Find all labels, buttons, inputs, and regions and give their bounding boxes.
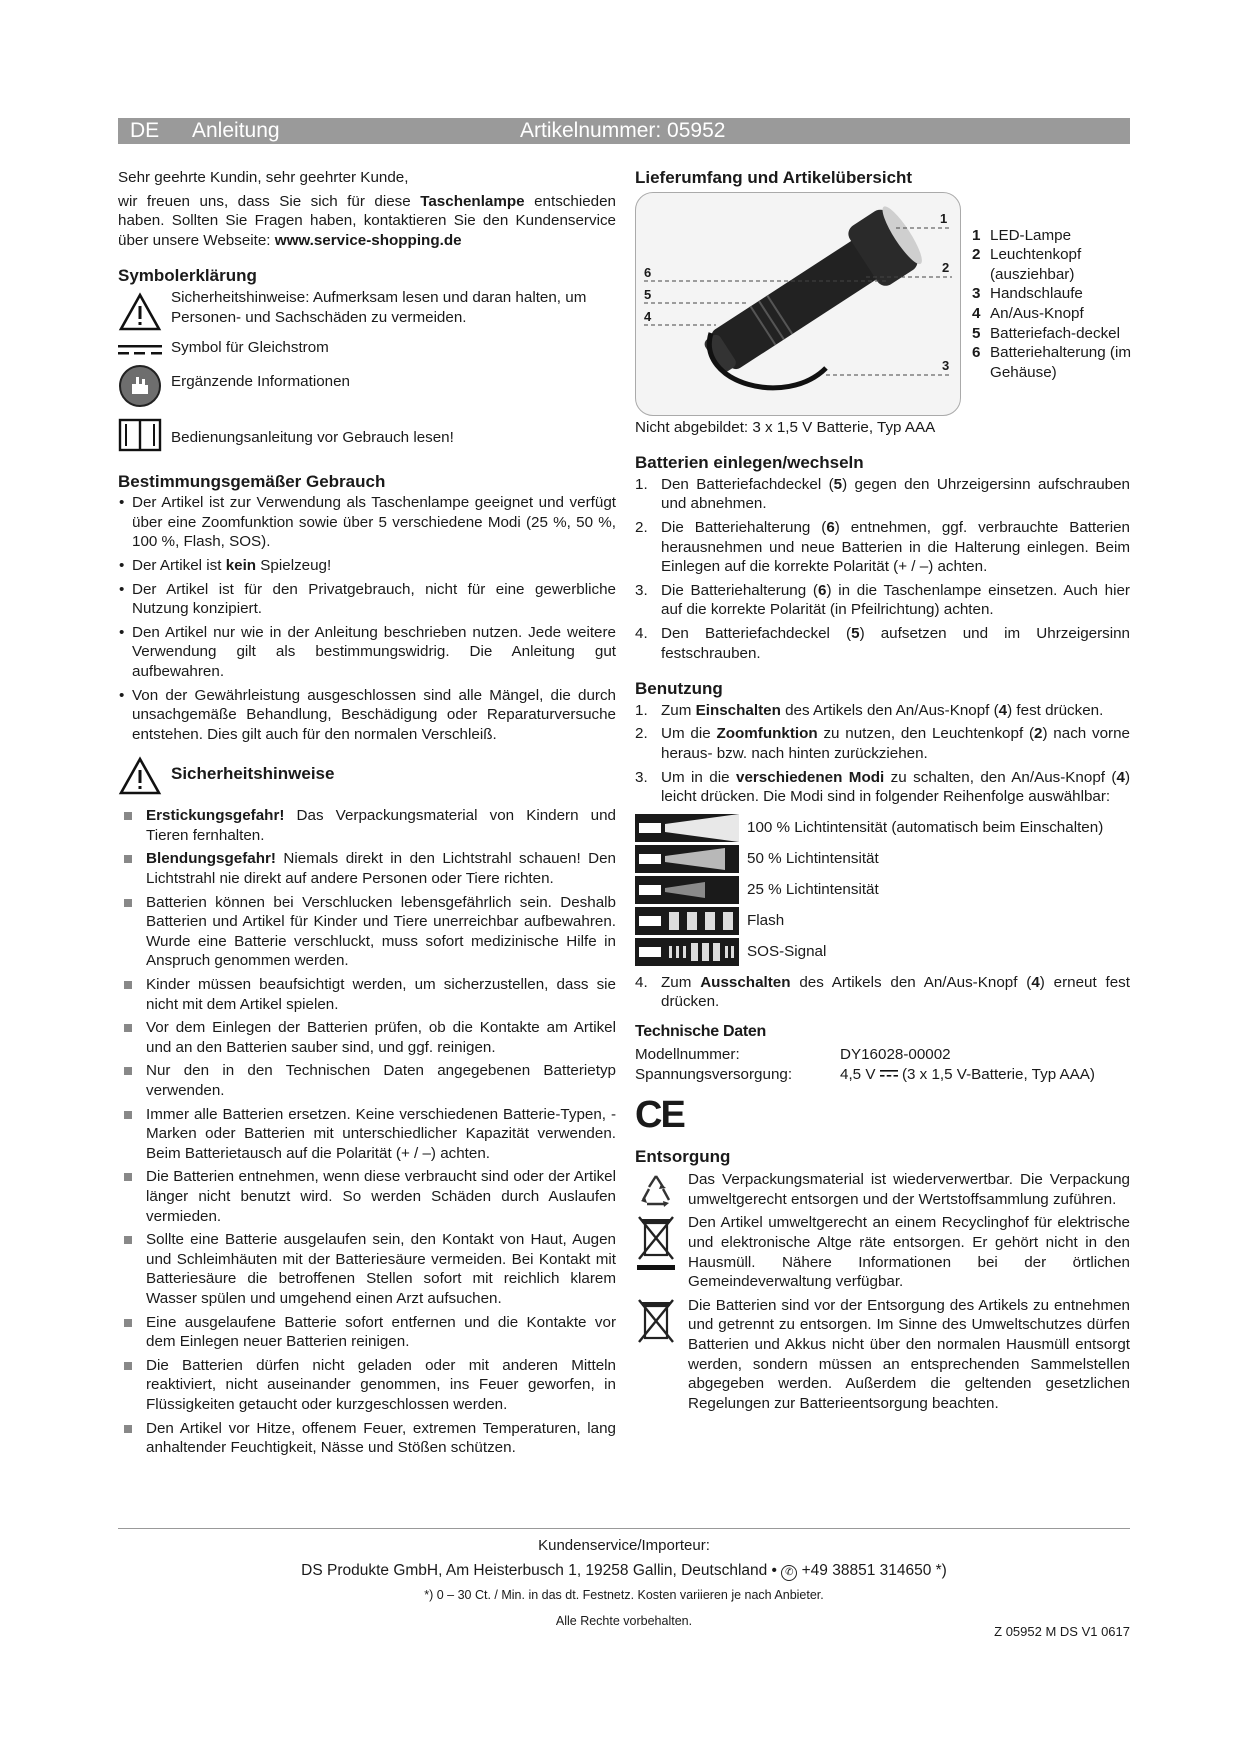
tech-row-power: Spannungsversorgung: 4,5 V (3 x 1,5 V-Batterie, Typ AAA) <box>635 1066 1095 1084</box>
intended-use-heading: Bestimmungsgemäßer Gebrauch <box>118 471 386 491</box>
disposal-batteries: Die Batterien sind vor der Entsorgung des Artikels zu entnehmen und getrennt zu entsorgen. Im Sinne des Umweltschutzes dürfen Batterien und Akkus nicht über den normalen Hausmüll entsorgt werden, sondern müssen an entsprechenden Sammelstellen abgegeben werden. Außerdem die geltenden gesetzlichen Regelungen zur Batterieentsorgung beachten. <box>635 1296 1130 1414</box>
list-item: Sollte eine Batterie ausgelaufen sein, den Kontakt von Haut, Augen und Schleimhäuten mit der Batteriesäure vermeiden. Bei Kontakt mit Batteriesäure die betroffenen Stellen sofort mit reichlich klarem Wasser spülen und umgehend einen Arzt aufsuchen. <box>118 1230 616 1308</box>
list-item: Nur den in den Technischen Daten angegebenen Batterietyp verwenden. <box>118 1061 616 1100</box>
footer-cost-note: *) 0 – 30 Ct. / Min. in das dt. Festnetz. Kosten variieren je nach Anbieter. <box>424 1588 824 1602</box>
list-item: 6 Batteriehalterung (im Gehäuse) <box>972 344 1131 381</box>
direct-current-icon <box>880 1066 898 1083</box>
disposal-heading: Entsorgung <box>635 1146 731 1166</box>
list-item: 1. Den Batteriefachdeckel (5) gegen den Uhrzeigersinn aufschrauben und abnehmen. <box>635 475 1130 513</box>
list-item: 3 Handschlaufe <box>972 285 1083 303</box>
crossed-bin-icon <box>635 1296 677 1352</box>
beam-100-icon <box>635 814 739 842</box>
not-shown-note: Nicht abgebildet: 3 x 1,5 V Batterie, Typ AAA <box>635 418 936 436</box>
batteries-heading: Batterien einlegen/wechseln <box>635 453 864 473</box>
callout-3: 3 <box>942 357 950 373</box>
callout-2: 2 <box>942 259 950 275</box>
beam-flash-icon <box>635 907 739 935</box>
symbol-dc: Symbol für Gleichstrom <box>118 338 616 358</box>
tech-heading: Technische Daten <box>635 1022 766 1040</box>
list-item: • Der Artikel ist zur Verwendung als Taschenlampe geeignet und verfügt über eine Zoomfunktion sowie über 5 verschiedene Modi (25 %, 50 %, 100 %, Flash, SOS). <box>118 493 616 552</box>
warning-triangle-icon <box>118 756 162 802</box>
left-column <box>118 168 616 1462</box>
footer-rights: Alle Rechte vorbehalten. <box>555 1614 693 1628</box>
footer-divider <box>118 1528 1130 1529</box>
document-title: Anleitung <box>192 119 280 142</box>
list-item: Erstickungsgefahr! Das Verpackungsmaterial von Kindern und Tieren fernhalten. <box>118 806 616 845</box>
list-item: 2. Um die Zoomfunktion zu nutzen, den Leuchtenkopf (2) nach vorne heraus- bzw. nach hinten zurückziehen. <box>635 725 1131 762</box>
list-item: Die Batterien entnehmen, wenn diese verbraucht sind oder der Artikel länger nicht benutzt wird. So werden Schäden durch Auslaufen vermieden. <box>118 1167 616 1226</box>
list-item: Immer alle Batterien ersetzen. Keine verschiedenen Batterie-Typen, -Marken oder Batterien mit unterschiedlicher Kapazität verwenden. Beim Batterietausch auf die Polarität (+ / –) achten. <box>118 1105 616 1164</box>
tech-row-model: Modellnummer: DY16028-00002 <box>635 1046 951 1064</box>
right-column <box>635 168 1130 1417</box>
direct-current-icon <box>118 342 162 362</box>
list-item: Kinder müssen beaufsichtigt werden, um sicherzustellen, dass sie nicht mit dem Artikel spielen. <box>118 975 616 1014</box>
crossed-bin-icon <box>635 1213 677 1279</box>
list-item: 3. Die Batteriehalterung (6) in die Taschenlampe einsetzen. Auch hier auf die korrekte Polarität (in Pfeilrichtung) achten. <box>635 581 1130 619</box>
website-link[interactable]: www.service-shopping.de <box>274 231 462 249</box>
list-item: 5 Batteriefach-deckel <box>972 324 1121 342</box>
footer-company: DS Produkte GmbH, Am Heisterbusch 1, 19258 Gallin, Deutschland • ✆ +49 38851 314650 *) <box>301 1562 947 1579</box>
disposal-packaging: Das Verpackungsmaterial ist wiederverwertbar. Die Verpackung umweltgerecht entsorgen und der Wertstoffsammlung zuführen. <box>635 1170 1130 1209</box>
mode-row: 25 % Lichtintensität <box>635 875 1130 905</box>
warning-triangle-icon <box>118 292 162 338</box>
language-code: DE <box>130 119 160 142</box>
list-item: • Der Artikel ist für den Privatgebrauch, nicht für eine gewerbliche Nutzung konzipiert. <box>118 580 616 619</box>
mode-row: Flash <box>635 906 1130 936</box>
mode-list <box>635 813 1130 967</box>
document-code: Z 05952 M DS V1 0617 <box>994 1624 1130 1639</box>
article-number: Artikelnummer: 05952 <box>520 119 726 142</box>
list-item: Batterien können bei Verschlucken lebensgefährlich sein. Deshalb Batterien und Artikel für Kinder und Tiere unerreichbar aufbewahren. Wurde eine Batterie verschluckt, muss sofort medizinische Hilfe in Anspruch genommen werden. <box>118 893 616 971</box>
callout-5: 5 <box>644 286 652 302</box>
info-hand-icon <box>118 364 162 414</box>
safety-heading-row <box>118 758 616 800</box>
parts-list <box>972 226 1132 383</box>
list-item: 4. Den Batteriefachdeckel (5) aufsetzen und im Uhrzeigersinn festschrauben. <box>635 624 1131 662</box>
symbols-heading: Symbolerklärung <box>118 266 257 286</box>
battery-steps <box>635 475 1130 663</box>
disposal-electronics: Den Artikel umweltgerecht an einem Recyclinghof für elektrische und elektronische Altge räte entsorgen. Er gehört nicht in den Hausmüll. Nähere Informationen bei der örtlichen Gemeindeverwaltung verfügbar. <box>635 1213 1130 1291</box>
usage-steps <box>635 701 1130 807</box>
beam-sos-icon <box>635 938 739 966</box>
mode-row: 50 % Lichtintensität <box>635 844 1130 874</box>
list-item: Die Batterien dürfen nicht geladen oder mit anderen Mitteln reaktiviert, nicht auseinander genommen, ins Feuer geworfen, in Flüssigkeiten getaucht oder kurzgeschlossen werden. <box>118 1356 616 1415</box>
manual-book-icon <box>118 418 162 458</box>
callout-6: 6 <box>644 264 652 280</box>
list-item: 2. Die Batteriehalterung (6) entnehmen, ggf. verbrauchte Batterien herausnehmen und neue Batterien in die Halterung einlegen. Beim Einlegen auf die korrekte Polarität (+ / –) achten. <box>635 518 1130 576</box>
list-item: 1. Zum Einschalten des Artikels den An/Aus-Knopf (4) fest drücken. <box>635 701 1104 719</box>
phone-icon: ✆ <box>781 1565 797 1581</box>
symbol-manual: Bedienungsanleitung vor Gebrauch lesen! <box>118 422 616 456</box>
intro-text: wir freuen uns, dass Sie sich für diese Taschenlampe entschieden haben. Sollten Sie Fragen haben, kontaktieren Sie den Kundenservice über unsere Webseite: www.service-shopping.de <box>118 192 616 249</box>
safety-heading: Sicherheitshinweise <box>171 764 335 784</box>
footer-service-label: Kundenservice/Importeur: <box>538 1537 710 1554</box>
usage-steps-continued <box>635 973 1130 1012</box>
greeting: Sehr geehrte Kundin, sehr geehrter Kunde, <box>118 169 409 186</box>
overview-heading: Lieferumfang und Artikelübersicht <box>635 168 913 187</box>
product-figure <box>635 188 1130 418</box>
beam-25-icon <box>635 876 739 904</box>
list-item: 4 An/Aus-Knopf <box>972 304 1084 322</box>
usage-heading: Benutzung <box>635 679 723 699</box>
ce-mark: CE <box>635 1093 684 1136</box>
list-item: 2 Leuchtenkopf (ausziehbar) <box>972 246 1082 283</box>
list-item: Eine ausgelaufene Batterie sofort entfernen und die Kontakte vor dem Einlegen neuer Batterien reinigen. <box>118 1313 616 1352</box>
safety-list <box>118 806 616 1457</box>
header-bar <box>118 118 1130 144</box>
list-item: 3. Um in die verschiedenen Modi zu schalten, den An/Aus-Knopf (4) leicht drücken. Die Modi sind in folgender Reihenfolge auswählbar: <box>635 768 1130 806</box>
list-item: Vor dem Einlegen der Batterien prüfen, ob die Kontakte am Artikel und an den Batterien sauber sind, und ggf. reinigen. <box>118 1018 616 1057</box>
mode-row: 100 % Lichtintensität (automatisch beim Einschalten) <box>635 813 1130 843</box>
list-item: • Der Artikel ist kein Spielzeug! <box>118 556 616 576</box>
list-item: • Den Artikel nur wie in der Anleitung beschrieben nutzen. Jede weitere Verwendung gilt als bestimmungswidrig. Die Anleitung gut aufbewahren. <box>118 623 616 682</box>
recycling-icon <box>635 1170 677 1218</box>
mode-row: SOS-Signal <box>635 937 1130 967</box>
symbol-warning: Sicherheitshinweise: Aufmerksam lesen und daran halten, um Personen- und Sachschäden zu vermeiden. <box>118 288 616 332</box>
flashlight-image <box>635 192 961 416</box>
list-item: Den Artikel vor Hitze, offenem Feuer, extremen Temperaturen, lang anhaltender Feuchtigkeit, Nässe und Stößen schützen. <box>118 1419 616 1458</box>
list-item: 1 LED-Lampe <box>972 226 1072 244</box>
list-item: 4. Zum Ausschalten des Artikels den An/Aus-Knopf (4) erneut fest drücken. <box>635 973 1130 1011</box>
list-item: • Von der Gewährleistung ausgeschlossen sind alle Mängel, die durch unsachgemäße Behandlung, Beschädigung oder Reparaturversuche entstehen. Dies gilt auch für den normalen Verschleiß. <box>118 686 616 745</box>
callout-1: 1 <box>940 210 948 226</box>
list-item: Blendungsgefahr! Niemals direkt in den Lichtstrahl schauen! Den Lichtstrahl nie direkt auf andere Personen oder Tiere richten. <box>118 849 616 888</box>
intended-use-list <box>118 493 616 744</box>
beam-50-icon <box>635 845 739 873</box>
callout-4: 4 <box>644 308 652 324</box>
symbol-info: Ergänzende Informationen <box>118 368 616 408</box>
